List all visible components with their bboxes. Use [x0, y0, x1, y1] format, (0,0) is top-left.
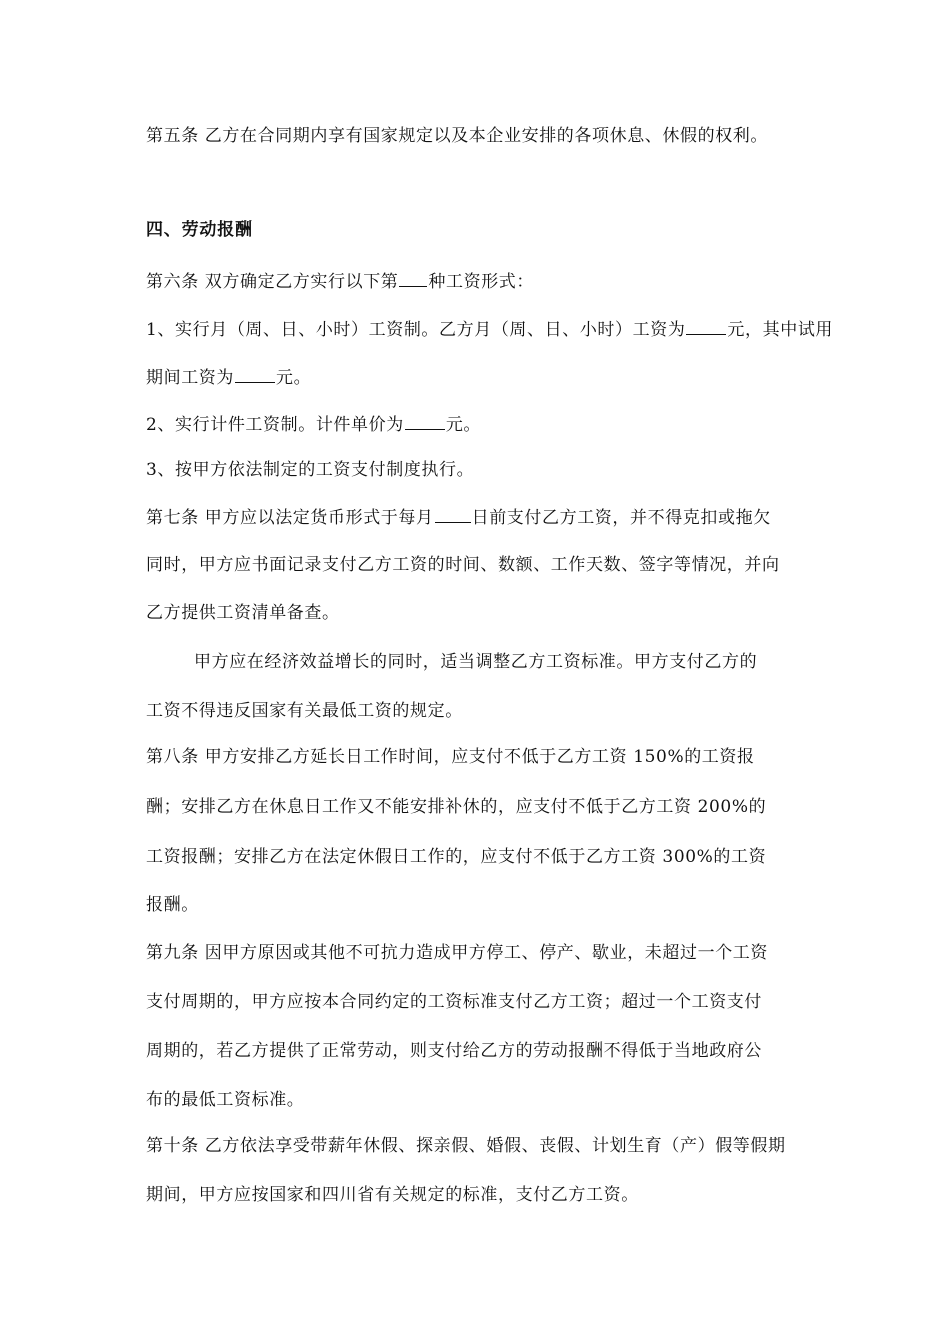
article-8-text-d: 报酬。 [146, 895, 199, 915]
piece-rate-blank [405, 411, 445, 430]
article-9-line-2 [146, 990, 762, 1014]
article-7-line-4 [194, 650, 757, 674]
section-title-text: 四、劳动报酬 [146, 220, 253, 240]
article-6 [146, 268, 534, 294]
article-8-text-b: 酬；安排乙方在休息日工作又不能安排补休的，应支付不低于乙方工资 200%的 [146, 797, 767, 817]
article-9-text-a: 第九条 因甲方原因或其他不可抗力造成甲方停工、停产、歇业，未超过一个工资 [146, 943, 769, 963]
article-10-line-2 [146, 1183, 639, 1207]
article-7-line-2 [146, 553, 780, 577]
item-3-text: 3、按甲方依法制定的工资支付制度执行。 [146, 460, 475, 480]
article-7-line-5 [146, 699, 463, 723]
article-7-text-e: 甲方应在经济效益增长的同时，适当调整乙方工资标准。甲方支付乙方的 [194, 652, 758, 672]
wage-form-blank [399, 268, 427, 287]
item-1-text-d: 元。 [276, 368, 312, 388]
pay-day-blank [435, 504, 471, 523]
item-1-line-2 [146, 364, 311, 390]
article-10-text-a: 第十条 乙方依法享受带薪年休假、探亲假、婚假、丧假、计划生育（产）假等假期 [146, 1136, 786, 1156]
article-8-text-c: 工资报酬；安排乙方在法定休假日工作的，应支付不低于乙方工资 300%的工资 [146, 847, 767, 867]
item-1-text-c: 期间工资为 [146, 368, 234, 388]
article-8-line-4 [146, 893, 199, 917]
item-1-text-a: 1、实行月（周、日、小时）工资制。乙方月（周、日、小时）工资为 [146, 320, 686, 340]
item-2 [146, 411, 481, 437]
article-7-text-b: 日前支付乙方工资，并不得克扣或拖欠 [471, 508, 771, 528]
article-8-line-3 [146, 845, 766, 869]
article-8-line-1 [146, 745, 755, 769]
article-7-line-3 [146, 601, 340, 625]
article-9-text-b: 支付周期的，甲方应按本合同约定的工资标准支付乙方工资；超过一个工资支付 [146, 992, 762, 1012]
item-2-text-a: 2、实行计件工资制。计件单价为 [146, 415, 404, 435]
article-7-line-1 [146, 504, 771, 530]
article-9-text-c: 周期的，若乙方提供了正常劳动，则支付给乙方的劳动报酬不得低于当地政府公 [146, 1041, 762, 1061]
monthly-wage-blank [686, 316, 726, 335]
article-6-text-b: 种工资形式： [428, 272, 535, 292]
article-7-text-d: 乙方提供工资清单备查。 [146, 603, 340, 623]
item-2-text-b: 元。 [445, 415, 482, 435]
article-6-text-a: 第六条 双方确定乙方实行以下第 [146, 272, 399, 292]
item-1-text-b: 元，其中试用 [727, 320, 834, 340]
article-9-line-3 [146, 1039, 762, 1063]
article-7-text-c: 同时，甲方应书面记录支付乙方工资的时间、数额、工作天数、签字等情况，并向 [146, 555, 780, 575]
article-10-text-b: 期间，甲方应按国家和四川省有关规定的标准，支付乙方工资。 [146, 1185, 639, 1205]
section-4-title [146, 218, 253, 242]
article-9-text-d: 布的最低工资标准。 [146, 1090, 305, 1110]
item-1-line-1 [146, 316, 833, 342]
article-8-line-2 [146, 795, 766, 819]
article-7-text-f: 工资不得违反国家有关最低工资的规定。 [146, 701, 463, 721]
article-9-line-4 [146, 1088, 304, 1112]
probation-wage-blank [235, 364, 275, 383]
article-10-line-1 [146, 1134, 786, 1158]
article-9-line-1 [146, 941, 768, 965]
article-7-text-a: 第七条 甲方应以法定货币形式于每月 [146, 508, 434, 528]
article-8-text-a: 第八条 甲方安排乙方延长日工作时间，应支付不低于乙方工资 150%的工资报 [146, 747, 755, 767]
article-5-text: 第五条 乙方在合同期内享有国家规定以及本企业安排的各项休息、休假的权利。 [146, 126, 769, 146]
article-5 [146, 124, 768, 148]
item-3 [146, 458, 474, 482]
